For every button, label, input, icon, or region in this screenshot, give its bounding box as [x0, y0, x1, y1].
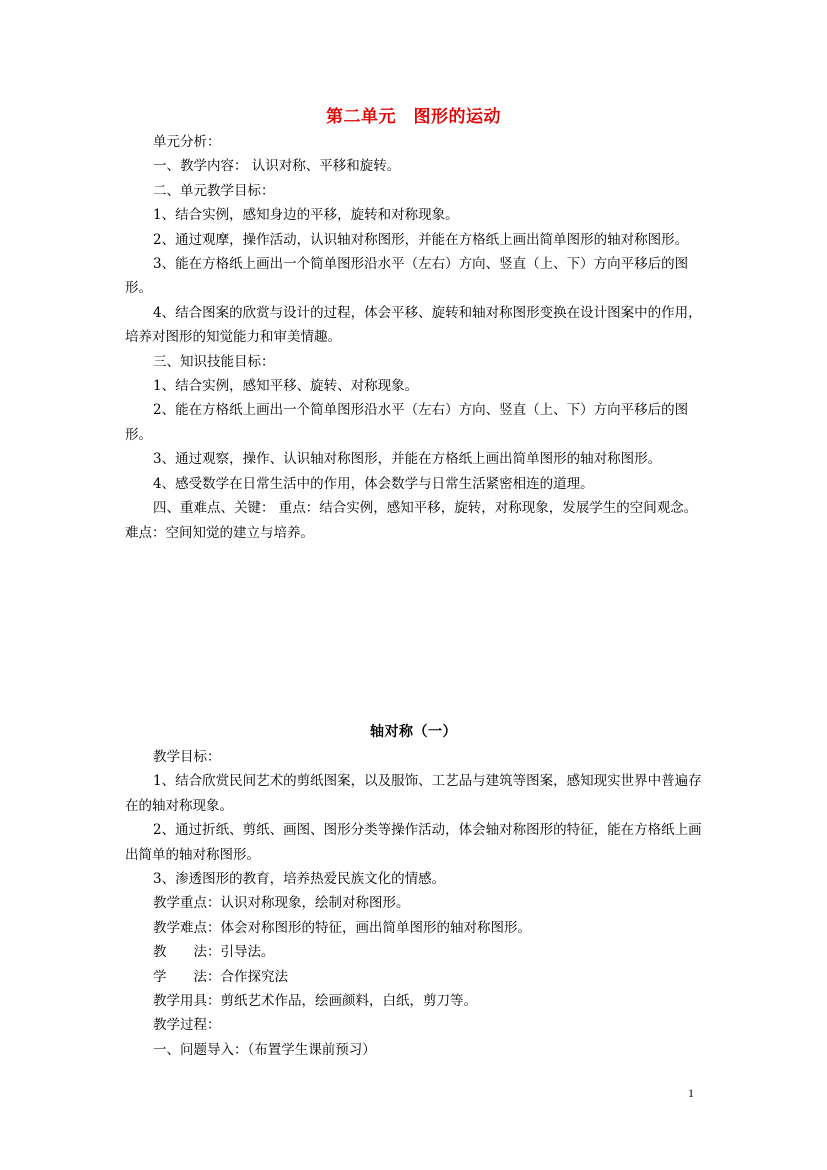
unit-goal-item: 4、结合图案的欣赏与设计的过程，体会平移、旋转和轴对称图形变换在设计图案中的作用，培养对图形的知觉能力和审美情趣。 [125, 304, 702, 346]
unit-goal-item: 3、能在方格纸上画出一个简单图形沿水平（左右）方向、竖直（上、下）方向平移后的图形。 [125, 256, 689, 297]
unit-goals-heading: 二、单元教学目标： [153, 182, 275, 199]
teaching-tools: 教学用具：剪纸艺术作品，绘画颜料，白纸，剪刀等。 [153, 993, 477, 1010]
teaching-method: 教 法：引导法。 [153, 944, 275, 961]
lesson-goal-item: 3、渗透图形的教育，培养热爱民族文化的情感。 [153, 871, 446, 888]
skills-heading: 三、知识技能目标： [153, 353, 275, 370]
skill-item: 2、能在方格纸上画出一个简单图形沿水平（左右）方向、竖直（上、下）方向平移后的图形。 [125, 402, 689, 443]
learning-method: 学 法：合作探究法 [153, 968, 288, 985]
page-number: 1 [688, 1086, 694, 1100]
unit-goal-item: 2、通过观摩，操作活动，认识轴对称图形，并能在方格纸上画出简单图形的轴对称图形。 [153, 231, 689, 248]
teaching-content-line: 一、教学内容： 认识对称、平移和旋转。 [153, 158, 401, 175]
unit-goal-item: 1、结合实例，感知身边的平移，旋转和对称现象。 [153, 207, 459, 224]
skill-item: 1、结合实例，感知平移、旋转、对称现象。 [153, 378, 419, 395]
process-heading: 教学过程： [153, 1017, 221, 1034]
unit-analysis-section [125, 130, 705, 545]
teaching-difficulty: 教学难点：体会对称图形的特征，画出简单图形的轴对称图形。 [153, 919, 531, 936]
unit-title: 第二单元 图形的运动 [326, 107, 501, 127]
lesson-goal-item: 2、通过折纸、剪纸、画图、图形分类等操作活动，体会轴对称图形的特征，能在方格纸上画出简单的轴对称图形。 [125, 822, 702, 863]
process-step: 一、问题导入：（布置学生课前预习） [153, 1041, 376, 1058]
teaching-focus: 教学重点：认识对称现象，绘制对称图形。 [153, 895, 410, 912]
lesson-goals-heading: 教学目标： [153, 749, 221, 765]
lesson-section [125, 745, 705, 1062]
unit-analysis-heading: 单元分析： [153, 134, 221, 150]
key-points-paragraph: 四、重难点、关键： 重点：结合实例，感知平移，旋转，对称现象，发展学生的空间观念。 难点：空间知觉的建立与培养。 [125, 500, 698, 541]
lesson-goal-item: 1、结合欣赏民间艺术的剪纸图案，以及服饰、工艺品与建筑等图案，感知现实世界中普遍存在的轴对称现象。 [125, 773, 702, 814]
lesson-title: 轴对称（一） [370, 724, 457, 740]
skill-item: 3、通过观察，操作、认识轴对称图形，并能在方格纸上画出简单图形的轴对称图形。 [153, 451, 662, 468]
skill-item: 4、感受数学在日常生活中的作用，体会数学与日常生活紧密相连的道理。 [153, 475, 594, 492]
